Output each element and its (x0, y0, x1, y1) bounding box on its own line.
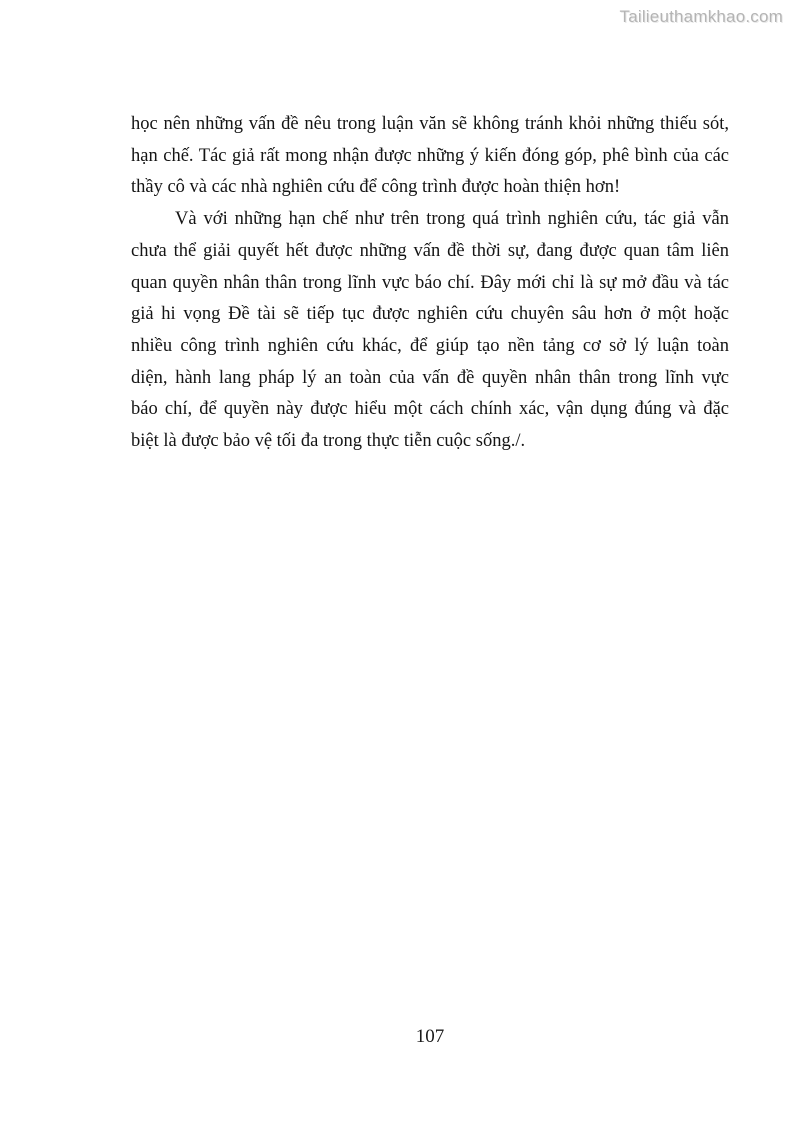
paragraph (131, 204, 729, 458)
text-line: diện, hành lang pháp lý an toàn của vấn đề quyền nhân thân trong lĩnh vực (131, 367, 729, 388)
text-line: nhiều công trình nghiên cứu khác, để giúp tạo nền tảng cơ sở lý luận toàn (131, 335, 729, 356)
text-line: hạn chế. Tác giả rất mong nhận được những ý kiến đóng góp, phê bình của các (131, 145, 729, 166)
document-body (131, 109, 729, 458)
text-line: thầy cô và các nhà nghiên cứu để công trình được hoàn thiện hơn! (131, 177, 621, 198)
text-line: quan quyền nhân thân trong lĩnh vực báo chí. Đây mới chỉ là sự mở đầu và tác (131, 272, 729, 293)
text-line: biệt là được bảo vệ tối đa trong thực tiễn cuộc sống./. (131, 431, 526, 452)
text-line: giả hi vọng Đề tài sẽ tiếp tục được nghiên cứu chuyên sâu hơn ở một hoặc (131, 304, 729, 325)
text-line: chưa thể giải quyết hết được những vấn đề thời sự, đang được quan tâm liên (131, 240, 729, 261)
paragraph (131, 109, 729, 204)
text-line: báo chí, để quyền này được hiểu một cách chính xác, vận dụng đúng và đặc (131, 399, 729, 420)
text-line: Và với những hạn chế như trên trong quá trình nghiên cứu, tác giả vẫn (175, 209, 729, 230)
watermark: Tailieuthamkhao.com (619, 7, 783, 26)
text-line: học nên những vấn đề nêu trong luận văn sẽ không tránh khỏi những thiếu sót, (131, 114, 729, 134)
page-number: 107 (415, 1026, 445, 1047)
